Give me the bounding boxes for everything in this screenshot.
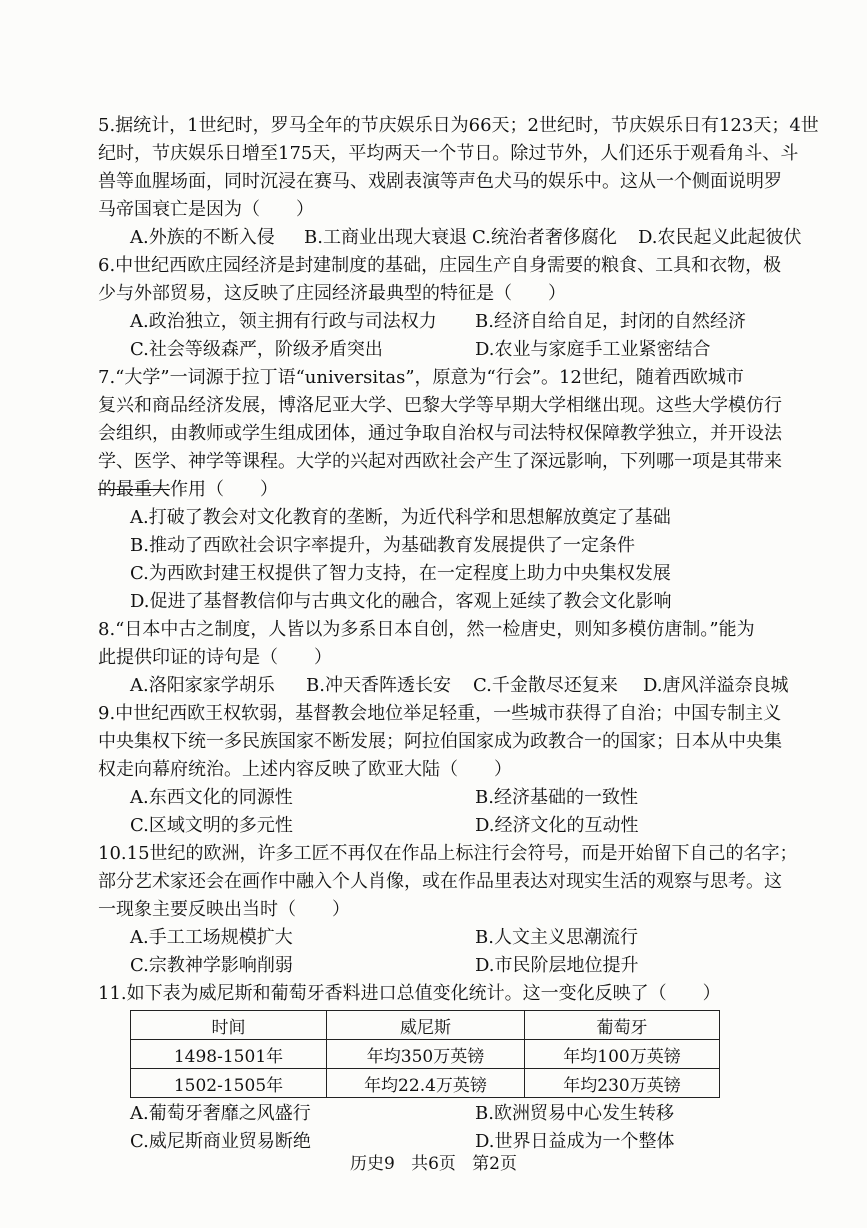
option-a: A.外族的不断入侵 — [130, 227, 275, 248]
question-10 — [98, 840, 828, 980]
options-row — [98, 308, 828, 336]
question-9 — [98, 700, 828, 840]
table-header-cell: 时间 — [131, 1011, 327, 1040]
options-row — [98, 224, 828, 252]
option-d: D.农业与家庭手工业紧密结合 — [475, 339, 711, 360]
question-text-line: 学、医学、神学等课程。大学的兴起对西欧社会产生了深远影响，下列哪一项是其带来 — [98, 451, 782, 472]
question-text-line: 7.“大学”一词源于拉丁语“universitas”，原意为“行会”。12世纪，随着西欧城市 — [98, 367, 744, 388]
options-row — [98, 560, 828, 588]
table-header-cell: 葡萄牙 — [525, 1011, 720, 1040]
option-a: A.手工工场规模扩大 — [130, 927, 293, 948]
question-6 — [98, 252, 828, 364]
option-c: C.区域文明的多元性 — [130, 815, 293, 836]
option-c: C.统治者奢侈腐化 — [472, 227, 617, 248]
question-text-line: 6.中世纪西欧庄园经济是封建制度的基础，庄园生产自身需要的粮食、工具和衣物，极 — [98, 255, 782, 276]
option-a: A.洛阳家家学胡乐 — [130, 675, 275, 696]
question-text-line: 11.如下表为威尼斯和葡萄牙香料进口总值变化统计。这一变化反映了（ ） — [98, 983, 721, 1004]
question-text-line: 一现象主要反映出当时（ ） — [98, 899, 350, 920]
spice-import-table — [130, 1010, 720, 1098]
option-a: A.东西文化的同源性 — [130, 787, 293, 808]
option-c: C.为西欧封建王权提供了智力支持，在一定程度上助力中央集权发展 — [130, 563, 671, 584]
options-row — [98, 336, 828, 364]
options-row — [98, 1100, 828, 1128]
option-b: B.工商业出现大衰退 — [304, 227, 467, 248]
question-text-line: 部分艺术家还会在画作中融入个人肖像，或在作品里表达对现实生活的观察与思考。这 — [98, 871, 782, 892]
question-text-line: 纪时，节庆娱乐日增至175天，平均两天一个节日。除过节外，人们还乐于观看角斗、斗 — [98, 143, 799, 164]
option-a: A.葡萄牙奢靡之风盛行 — [130, 1103, 311, 1124]
question-text-line: 5.据统计，1世纪时，罗马全年的节庆娱乐日为66天；2世纪时，节庆娱乐日有123天；4世 — [98, 115, 819, 136]
question-text-line: 复兴和商品经济发展，博洛尼亚大学、巴黎大学等早期大学相继出现。这些大学模仿行 — [98, 395, 782, 416]
question-text-line: 权走向幕府统治。上述内容反映了欧亚大陆（ ） — [98, 759, 512, 780]
question-text-line: 10.15世纪的欧洲，许多工匠不再仅在作品上标注行会符号，而是开始留下自己的名字； — [98, 843, 798, 864]
question-text-line — [98, 476, 828, 504]
options-row — [98, 952, 828, 980]
table-cell: 年均100万英镑 — [525, 1040, 720, 1069]
options-row — [98, 784, 828, 812]
option-c: C.宗教神学影响削弱 — [130, 955, 293, 976]
options-row — [98, 924, 828, 952]
page-footer — [0, 1149, 867, 1174]
option-a: A.政治独立，领主拥有行政与司法权力 — [130, 311, 437, 332]
table-row — [131, 1040, 720, 1069]
table-cell: 1498-1501年 — [131, 1040, 327, 1069]
options-row — [98, 588, 828, 616]
option-d: D.市民阶层地位提升 — [475, 955, 639, 976]
option-d: D.唐风洋溢奈良城 — [643, 675, 789, 696]
option-d: D.经济文化的互动性 — [475, 815, 639, 836]
question-text-tail: 作用（ ） — [170, 479, 278, 500]
footer-page-number: 第2页 — [472, 1154, 517, 1174]
question-text-line: 此提供印证的诗句是（ ） — [98, 647, 332, 668]
option-b: B.经济自给自足，封闭的自然经济 — [475, 311, 746, 332]
option-d: D.农民起义此起彼伏 — [638, 227, 802, 248]
question-8 — [98, 616, 828, 700]
table-header-cell: 威尼斯 — [327, 1011, 525, 1040]
option-b: B.冲天香阵透长安 — [306, 675, 451, 696]
option-b: B.人文主义思潮流行 — [475, 927, 638, 948]
table-cell: 1502-1505年 — [131, 1069, 327, 1098]
question-text-line: 少与外部贸易，这反映了庄园经济最典型的特征是（ ） — [98, 283, 566, 304]
option-c: C.威尼斯商业贸易断绝 — [130, 1131, 311, 1152]
question-11 — [98, 980, 828, 1156]
option-a: A.打破了教会对文化教育的垄断，为近代科学和思想解放奠定了基础 — [130, 507, 671, 528]
options-row — [98, 532, 828, 560]
table-header-row — [131, 1011, 720, 1040]
question-text-line: 9.中世纪西欧王权软弱，基督教会地位举足轻重，一些城市获得了自治；中国专制主义 — [98, 703, 782, 724]
question-5 — [98, 112, 828, 252]
question-text-line: 会组织，由教师或学生组成团体，通过争取自治权与司法特权保障教学独立，并开设法 — [98, 423, 782, 444]
question-text-line: 8.“日本中古之制度，人皆以为多系日本自创，然一检唐史，则知多模仿唐制。”能为 — [98, 619, 755, 640]
table-cell: 年均230万英镑 — [525, 1069, 720, 1098]
question-7 — [98, 364, 828, 616]
options-row — [98, 504, 828, 532]
option-b: B.经济基础的一致性 — [475, 787, 638, 808]
option-d: D.促进了基督教信仰与古典文化的融合，客观上延续了教会文化影响 — [130, 591, 672, 612]
option-c: C.社会等级森严，阶级矛盾突出 — [130, 339, 383, 360]
question-list — [98, 112, 828, 1156]
table-cell: 年均350万英镑 — [327, 1040, 525, 1069]
table-cell: 年均22.4万英镑 — [327, 1069, 525, 1098]
struck-text: 的最重大 — [98, 479, 170, 500]
question-text-line: 兽等血腥场面，同时沉浸在赛马、戏剧表演等声色犬马的娱乐中。这从一个侧面说明罗 — [98, 171, 782, 192]
options-row — [98, 812, 828, 840]
footer-subject: 历史9 — [350, 1154, 395, 1174]
footer-total-pages: 共6页 — [411, 1154, 456, 1174]
question-text-line: 中央集权下统一多民族国家不断发展；阿拉伯国家成为政教合一的国家；日本从中央集 — [98, 731, 782, 752]
option-b: B.欧洲贸易中心发生转移 — [475, 1103, 674, 1124]
question-text-line: 马帝国衰亡是因为（ ） — [98, 199, 314, 220]
option-b: B.推动了西欧社会识字率提升，为基础教育发展提供了一定条件 — [130, 535, 635, 556]
table-row — [131, 1069, 720, 1098]
option-d: D.世界日益成为一个整体 — [475, 1131, 675, 1152]
options-row — [98, 672, 828, 700]
option-c: C.千金散尽还复来 — [473, 675, 618, 696]
